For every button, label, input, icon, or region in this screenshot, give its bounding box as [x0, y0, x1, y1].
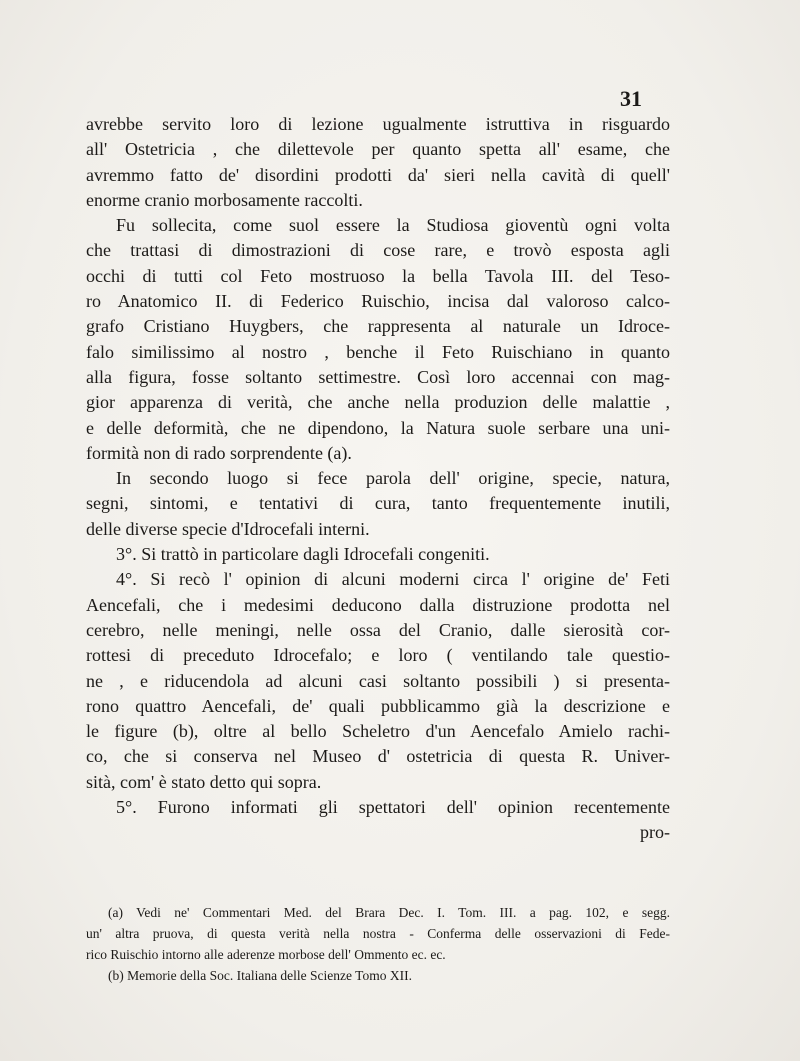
text-line: le figure (b), oltre al bello Scheletro d'un Aencefalo Amielo rachi-	[86, 721, 670, 742]
text-line: gior apparenza di verità, che anche nella produzion delle malattie ,	[86, 392, 670, 413]
text-line: 4°. Si recò l' opinion di alcuni moderni circa l' origine de' Feti	[116, 569, 670, 590]
text-line: ne , e riducendola ad alcuni casi soltanto possibili ) si presenta-	[86, 670, 670, 691]
text-line: formità non di rado sorprendente (a).	[86, 442, 352, 463]
text-line: avremmo fatto de' disordini prodotti da' sieri nella cavità di quell'	[86, 164, 670, 185]
text-line: falo similissimo al nostro , benche il Feto Ruischiano in quanto	[86, 341, 670, 362]
footnotes	[86, 902, 670, 986]
text-line: e delle deformità, che ne dipendono, la Natura suole serbare una uni-	[86, 417, 670, 438]
text-line: occhi di tutti col Feto mostruoso la bella Tavola III. del Teso-	[86, 265, 670, 286]
text-line: grafo Cristiano Huygbers, che rappresenta al naturale un Idroce-	[86, 316, 670, 337]
page-number: 31	[620, 86, 642, 111]
footnote-line: (a) Vedi ne' Commentari Med. del Brara Dec. I. Tom. III. a pag. 102, e segg.	[108, 905, 670, 920]
text-line: all' Ostetricia , che dilettevole per quanto spetta all' esame, che	[86, 139, 670, 160]
text-line: alla figura, fosse soltanto settimestre. Così loro accennai con mag-	[86, 366, 670, 387]
text-line: enorme cranio morbosamente raccolti.	[86, 189, 363, 210]
body-text	[86, 112, 670, 846]
text-line: cerebro, nelle meningi, nelle ossa del Cranio, dalle sierosità cor-	[86, 619, 670, 640]
footnote-line: (b) Memorie della Soc. Italiana delle Scienze Tomo XII.	[108, 968, 412, 983]
text-line: avrebbe servito loro di lezione ugualmente istruttiva in risguardo	[86, 114, 670, 134]
catchword: pro-	[640, 822, 670, 843]
text-line: Aencefali, che i medesimi deducono dalla distruzione prodotta nel	[86, 594, 670, 615]
text-line: che trattasi di dimostrazioni di cose rare, e trovò esposta agli	[86, 240, 670, 261]
text-line: ro Anatomico II. di Federico Ruischio, incisa dal valoroso calco-	[86, 291, 670, 312]
text-line: 5°. Furono informati gli spettatori dell' opinion recentemente	[116, 797, 670, 818]
text-line: sità, com' è stato detto qui sopra.	[86, 771, 322, 792]
text-line: rottesi di preceduto Idrocefalo; e loro ( ventilando tale questio-	[86, 645, 670, 666]
text-line: In secondo luogo si fece parola dell' origine, specie, natura,	[116, 468, 670, 489]
text-line: Fu sollecita, come suol essere la Studiosa gioventù ogni volta	[116, 215, 670, 236]
footnote-line: rico Ruischio intorno alle aderenze morbose dell' Ommento ec. ec.	[86, 947, 446, 962]
text-line: segni, sintomi, e tentativi di cura, tanto frequentemente inutili,	[86, 493, 670, 514]
text-line: 3°. Si trattò in particolare dagli Idrocefali congeniti.	[116, 544, 490, 565]
footnote-line: un' altra pruova, di questa verità nella nostra - Conferma delle osservazioni di Fede-	[86, 926, 670, 941]
text-line: delle diverse specie d'Idrocefali interni.	[86, 518, 370, 539]
text-line: co, che si conserva nel Museo d' ostetricia di questa R. Univer-	[86, 746, 670, 767]
text-line: rono quattro Aencefali, de' quali pubblicammo già la descrizione e	[86, 695, 670, 716]
